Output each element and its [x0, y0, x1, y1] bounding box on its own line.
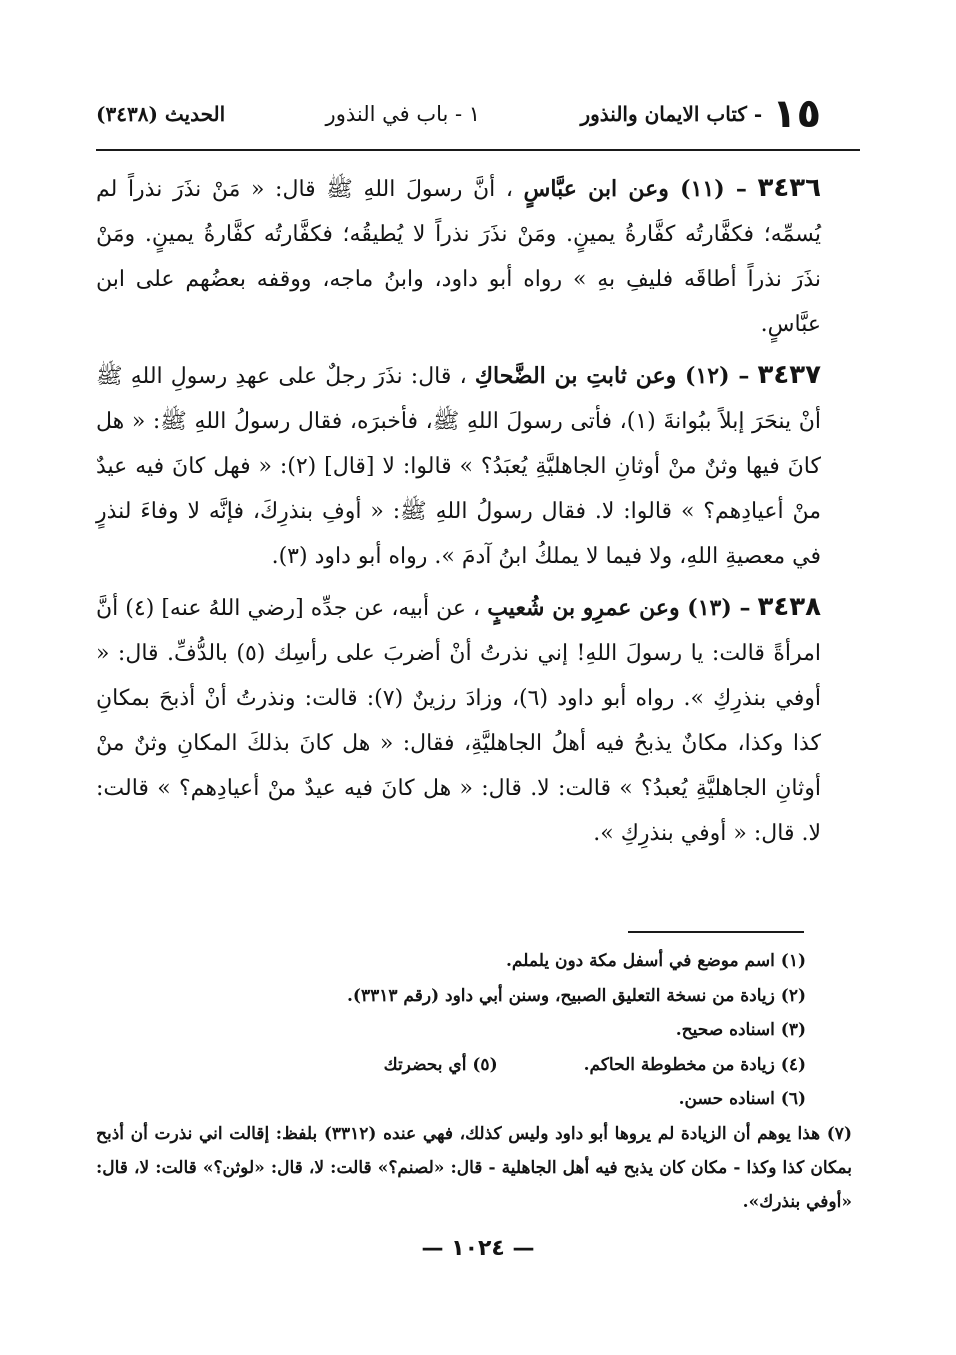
chapter-title: - كتاب الايمان والنذور: [580, 102, 763, 126]
footnote-rule: [628, 931, 804, 933]
hadith-lead: – (١١) وعن ابن عبَّاسٍ: [523, 176, 747, 202]
running-header: [96, 92, 821, 136]
hadith-number: ٣٤٣٦: [757, 173, 821, 203]
hadith-number: ٣٤٣٨: [757, 592, 821, 622]
hadith-3438: [96, 585, 821, 856]
footnote-4: (٤) زيادة من مخطوطة الحاكم.: [583, 1054, 806, 1075]
hadith-3437: [96, 353, 821, 579]
hadith-3436: [96, 166, 821, 347]
main-text: [96, 166, 821, 862]
hadith-lead: – (١٣) وعن عمرِو بن شُعيبٍ: [487, 595, 751, 621]
footnotes: [96, 944, 852, 1219]
header-rule: [96, 149, 860, 151]
hadith-text: ، قال: نذَرَ رجلٌ على عهدِ رسولِ اللهِ ﷺ أنْ ينحَرَ إبلاً ببُوانةَ (١)، فأتى رسولَ اللهِ ﷺ، فأخبرَه، فقال رسولُ اللهِ ﷺ: « هل كانَ فيها وثنٌ منْ أوثانِ الجاهليَّةِ يُعبَدُ؟ » قالوا: لا [قال] (٢): « فهل كانَ فيه عيدٌ منْ أعيادِهم؟ » قالوا: لا. فقال رسولُ اللهِ ﷺ: « أوفِ بنذرِكَ، فإنَّه لا وفاءَ لنذرٍ في معصيةِ اللهِ، ولا فيما لا يملكُ ابنُ آدمَ ». رواه أبو داود (٣).: [96, 364, 821, 569]
chapter-heading: [580, 91, 821, 137]
hadith-lead: – (١٢) وعن ثابتِ بن الضَّحاكِ: [474, 363, 750, 389]
footnote-3: (٣) اسناده صحيح.: [675, 1020, 806, 1040]
footnote-7: (٧) هذا يوهم أن الزيادة لم يروها أبو داود وليس كذلك، فهي عنده (٣٣١٢) بلفظ: إقالت اني نذرت أن أذبح بمكان كذا وكذا - مكان كان يذبح فيه أهل الجاهلية - قال: «لصنم؟» قالت: لا، قال: «لوثن؟» قالت: لا، قال: «أوفي بنذرك».: [96, 1123, 852, 1212]
page-number: — ١٠٢٤ —: [421, 1236, 535, 1261]
footnote-5: (٥) أي بحضرتك: [383, 1054, 498, 1075]
chapter-number: ١٥: [772, 91, 821, 137]
footnote-row-4-5: [96, 1048, 806, 1083]
footnote-1: (١) اسم موضع في أسفل مكة دون يلملم.: [506, 951, 806, 971]
hadith-number: ٣٤٣٧: [757, 360, 821, 390]
footnote-2: (٢) زيادة من نسخة التعليق الصبيح، وسنن أبي داود (رقم ٣٣١٣).: [347, 985, 806, 1006]
hadith-text: ، عن أبيه، عن جدِّه [رضي اللهُ عنه] (٤) أنَّ امرأةً قالت: يا رسولَ اللهِ! إني نذرتُ أنْ أضربَ على رأسِك (٥) بالدُّفِّ. قال: « أوفي بنذرِكِ ». رواه أبو داود (٦)، وزادَ رزينٌ (٧): قالت: ونذرتُ أنْ أذبحَ بمكانِ كذا وكذا، مكانٌ يذبحُ فيه أهلُ الجاهليَّةِ، فقال: « هل كانَ بذلكَ المكانِ وثنٌ منْ أوثانِ الجاهليَّةِ يُعبدُ؟ » قالت: لا. قال: « هل كانَ فيه عيدٌ منْ أعيادِهم؟ » قالت: لا. قال: « أوفي بنذرِكِ ».: [96, 596, 822, 846]
hadith-text: ، أنَّ رسولَ اللهِ ﷺ قال: « مَنْ نذَرَ نذراً لم يُسمِّه؛ فكفَّارتُه كفَّارةُ يمينٍ. ومَنْ نذَرَ نذراً لا يُطيقُه؛ فكفَّارتُه كفَّارةُ يمينٍ. ومَنْ نذَرَ نذراً أطاقَه فليفِ بهِ » رواه أبو داود، وابنُ ماجه، ووقفه بعضُهم على ابن عبَّاسٍ.: [96, 177, 821, 337]
footnote-6: (٦) اسناده حسن.: [678, 1089, 806, 1109]
hadith-range: الحديث (٣٤٣٨): [96, 102, 226, 126]
section-title: ١ - باب في النذور: [325, 102, 481, 126]
